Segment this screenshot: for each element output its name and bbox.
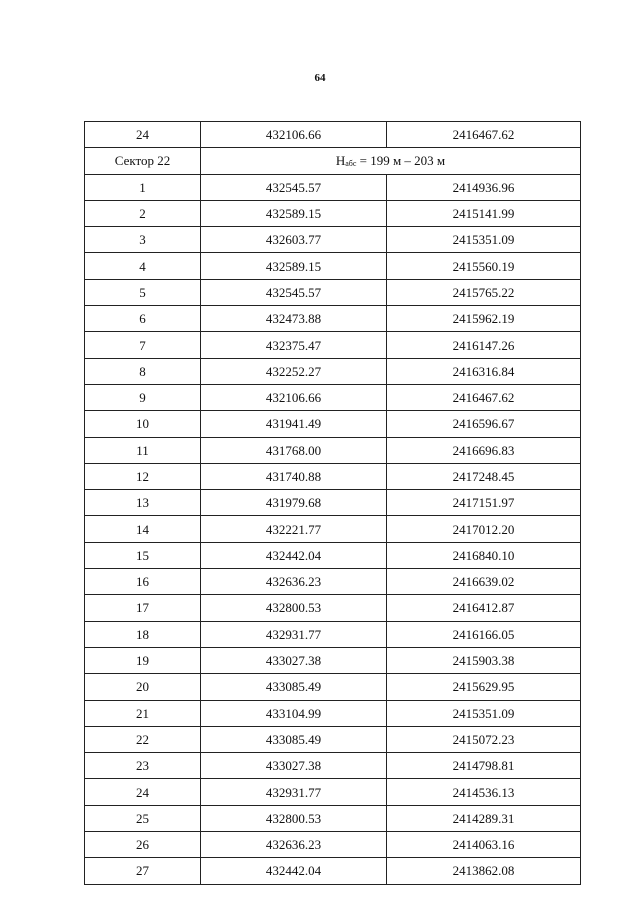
x-coordinate-cell: 432252.27 [201, 358, 387, 384]
point-number-cell: 1 [85, 174, 201, 200]
point-number-cell: 13 [85, 490, 201, 516]
point-number-cell: 21 [85, 700, 201, 726]
point-number-cell: 17 [85, 595, 201, 621]
point-number-cell: 10 [85, 411, 201, 437]
y-coordinate-cell: 2414798.81 [387, 753, 581, 779]
table-row [85, 411, 581, 437]
point-number-cell: 12 [85, 463, 201, 489]
x-coordinate-cell: 432442.04 [201, 858, 387, 884]
table-row [85, 384, 581, 410]
x-coordinate-cell: 432442.04 [201, 542, 387, 568]
x-coordinate-cell: 432603.77 [201, 227, 387, 253]
x-coordinate-cell: 431740.88 [201, 463, 387, 489]
x-coordinate-cell: 433085.49 [201, 674, 387, 700]
x-coordinate-cell: 432636.23 [201, 832, 387, 858]
y-coordinate-cell: 2416639.02 [387, 569, 581, 595]
point-number-cell: 4 [85, 253, 201, 279]
table-row [85, 595, 581, 621]
y-coordinate-cell: 2417151.97 [387, 490, 581, 516]
table-row [85, 200, 581, 226]
point-number-cell: 22 [85, 726, 201, 752]
point-number-cell: 23 [85, 753, 201, 779]
y-coordinate-cell: 2415141.99 [387, 200, 581, 226]
point-number-cell: 5 [85, 279, 201, 305]
coordinates-table [84, 121, 581, 885]
y-coordinate-cell: 2416147.26 [387, 332, 581, 358]
y-coordinate-cell: 2416467.62 [387, 122, 581, 148]
sector-header-row [85, 148, 581, 174]
point-number-cell: 15 [85, 542, 201, 568]
table-row [85, 437, 581, 463]
x-coordinate-cell: 432800.53 [201, 805, 387, 831]
point-number-cell: 19 [85, 647, 201, 673]
x-coordinate-cell: 431941.49 [201, 411, 387, 437]
table-row [85, 779, 581, 805]
x-coordinate-cell: 432545.57 [201, 174, 387, 200]
x-coordinate-cell: 432106.66 [201, 122, 387, 148]
point-number-cell: 7 [85, 332, 201, 358]
table-row [85, 569, 581, 595]
y-coordinate-cell: 2417012.20 [387, 516, 581, 542]
table-row [85, 542, 581, 568]
x-coordinate-cell: 433027.38 [201, 753, 387, 779]
point-number-cell: 20 [85, 674, 201, 700]
x-coordinate-cell: 433027.38 [201, 647, 387, 673]
point-number-cell: 16 [85, 569, 201, 595]
table-row [85, 516, 581, 542]
point-number-cell: 2 [85, 200, 201, 226]
point-number-cell: 3 [85, 227, 201, 253]
x-coordinate-cell: 432375.47 [201, 332, 387, 358]
elevation-subscript: абс [345, 158, 357, 168]
table-row [85, 306, 581, 332]
y-coordinate-cell: 2415629.95 [387, 674, 581, 700]
point-number-cell: 24 [85, 779, 201, 805]
x-coordinate-cell: 432221.77 [201, 516, 387, 542]
y-coordinate-cell: 2416840.10 [387, 542, 581, 568]
y-coordinate-cell: 2415560.19 [387, 253, 581, 279]
y-coordinate-cell: 2415072.23 [387, 726, 581, 752]
x-coordinate-cell: 431979.68 [201, 490, 387, 516]
x-coordinate-cell: 432589.15 [201, 253, 387, 279]
x-coordinate-cell: 431768.00 [201, 437, 387, 463]
x-coordinate-cell: 432106.66 [201, 384, 387, 410]
elevation-symbol: Н [335, 152, 346, 168]
point-number-cell: 24 [85, 122, 201, 148]
y-coordinate-cell: 2414289.31 [387, 805, 581, 831]
y-coordinate-cell: 2414936.96 [387, 174, 581, 200]
point-number-cell: 18 [85, 621, 201, 647]
point-number-cell: 25 [85, 805, 201, 831]
point-number-cell: 11 [85, 437, 201, 463]
point-number-cell: 6 [85, 306, 201, 332]
table-row [85, 490, 581, 516]
point-number-cell: 27 [85, 858, 201, 884]
x-coordinate-cell: 433104.99 [201, 700, 387, 726]
table-row [85, 805, 581, 831]
y-coordinate-cell: 2415351.09 [387, 700, 581, 726]
x-coordinate-cell: 432589.15 [201, 200, 387, 226]
table-row [85, 279, 581, 305]
table-row [85, 726, 581, 752]
y-coordinate-cell: 2417248.45 [387, 463, 581, 489]
x-coordinate-cell: 432931.77 [201, 621, 387, 647]
y-coordinate-cell: 2413862.08 [387, 858, 581, 884]
x-coordinate-cell: 433085.49 [201, 726, 387, 752]
x-coordinate-cell: 432800.53 [201, 595, 387, 621]
y-coordinate-cell: 2416696.83 [387, 437, 581, 463]
page-number: 64 [314, 72, 326, 84]
table-row [85, 122, 581, 148]
table-row [85, 832, 581, 858]
table-row [85, 700, 581, 726]
y-coordinate-cell: 2415962.19 [387, 306, 581, 332]
x-coordinate-cell: 432636.23 [201, 569, 387, 595]
y-coordinate-cell: 2414536.13 [387, 779, 581, 805]
point-number-cell: 8 [85, 358, 201, 384]
y-coordinate-cell: 2416316.84 [387, 358, 581, 384]
table-row [85, 674, 581, 700]
sector-elevation-range [201, 148, 581, 174]
y-coordinate-cell: 2414063.16 [387, 832, 581, 858]
y-coordinate-cell: 2416412.87 [387, 595, 581, 621]
y-coordinate-cell: 2416596.67 [387, 411, 581, 437]
x-coordinate-cell: 432473.88 [201, 306, 387, 332]
y-coordinate-cell: 2416166.05 [387, 621, 581, 647]
table-row [85, 253, 581, 279]
table-row [85, 358, 581, 384]
y-coordinate-cell: 2415903.38 [387, 647, 581, 673]
table-row [85, 332, 581, 358]
y-coordinate-cell: 2415765.22 [387, 279, 581, 305]
table-row [85, 174, 581, 200]
table-row [85, 621, 581, 647]
table-row [85, 463, 581, 489]
point-number-cell: 9 [85, 384, 201, 410]
x-coordinate-cell: 432545.57 [201, 279, 387, 305]
point-number-cell: 14 [85, 516, 201, 542]
elevation-range-text: = 199 м – 203 м [356, 152, 446, 168]
sector-label: Сектор 22 [85, 148, 201, 174]
point-number-cell: 26 [85, 832, 201, 858]
table-row [85, 647, 581, 673]
x-coordinate-cell: 432931.77 [201, 779, 387, 805]
y-coordinate-cell: 2415351.09 [387, 227, 581, 253]
table-row [85, 858, 581, 884]
y-coordinate-cell: 2416467.62 [387, 384, 581, 410]
table-row [85, 227, 581, 253]
table-row [85, 753, 581, 779]
